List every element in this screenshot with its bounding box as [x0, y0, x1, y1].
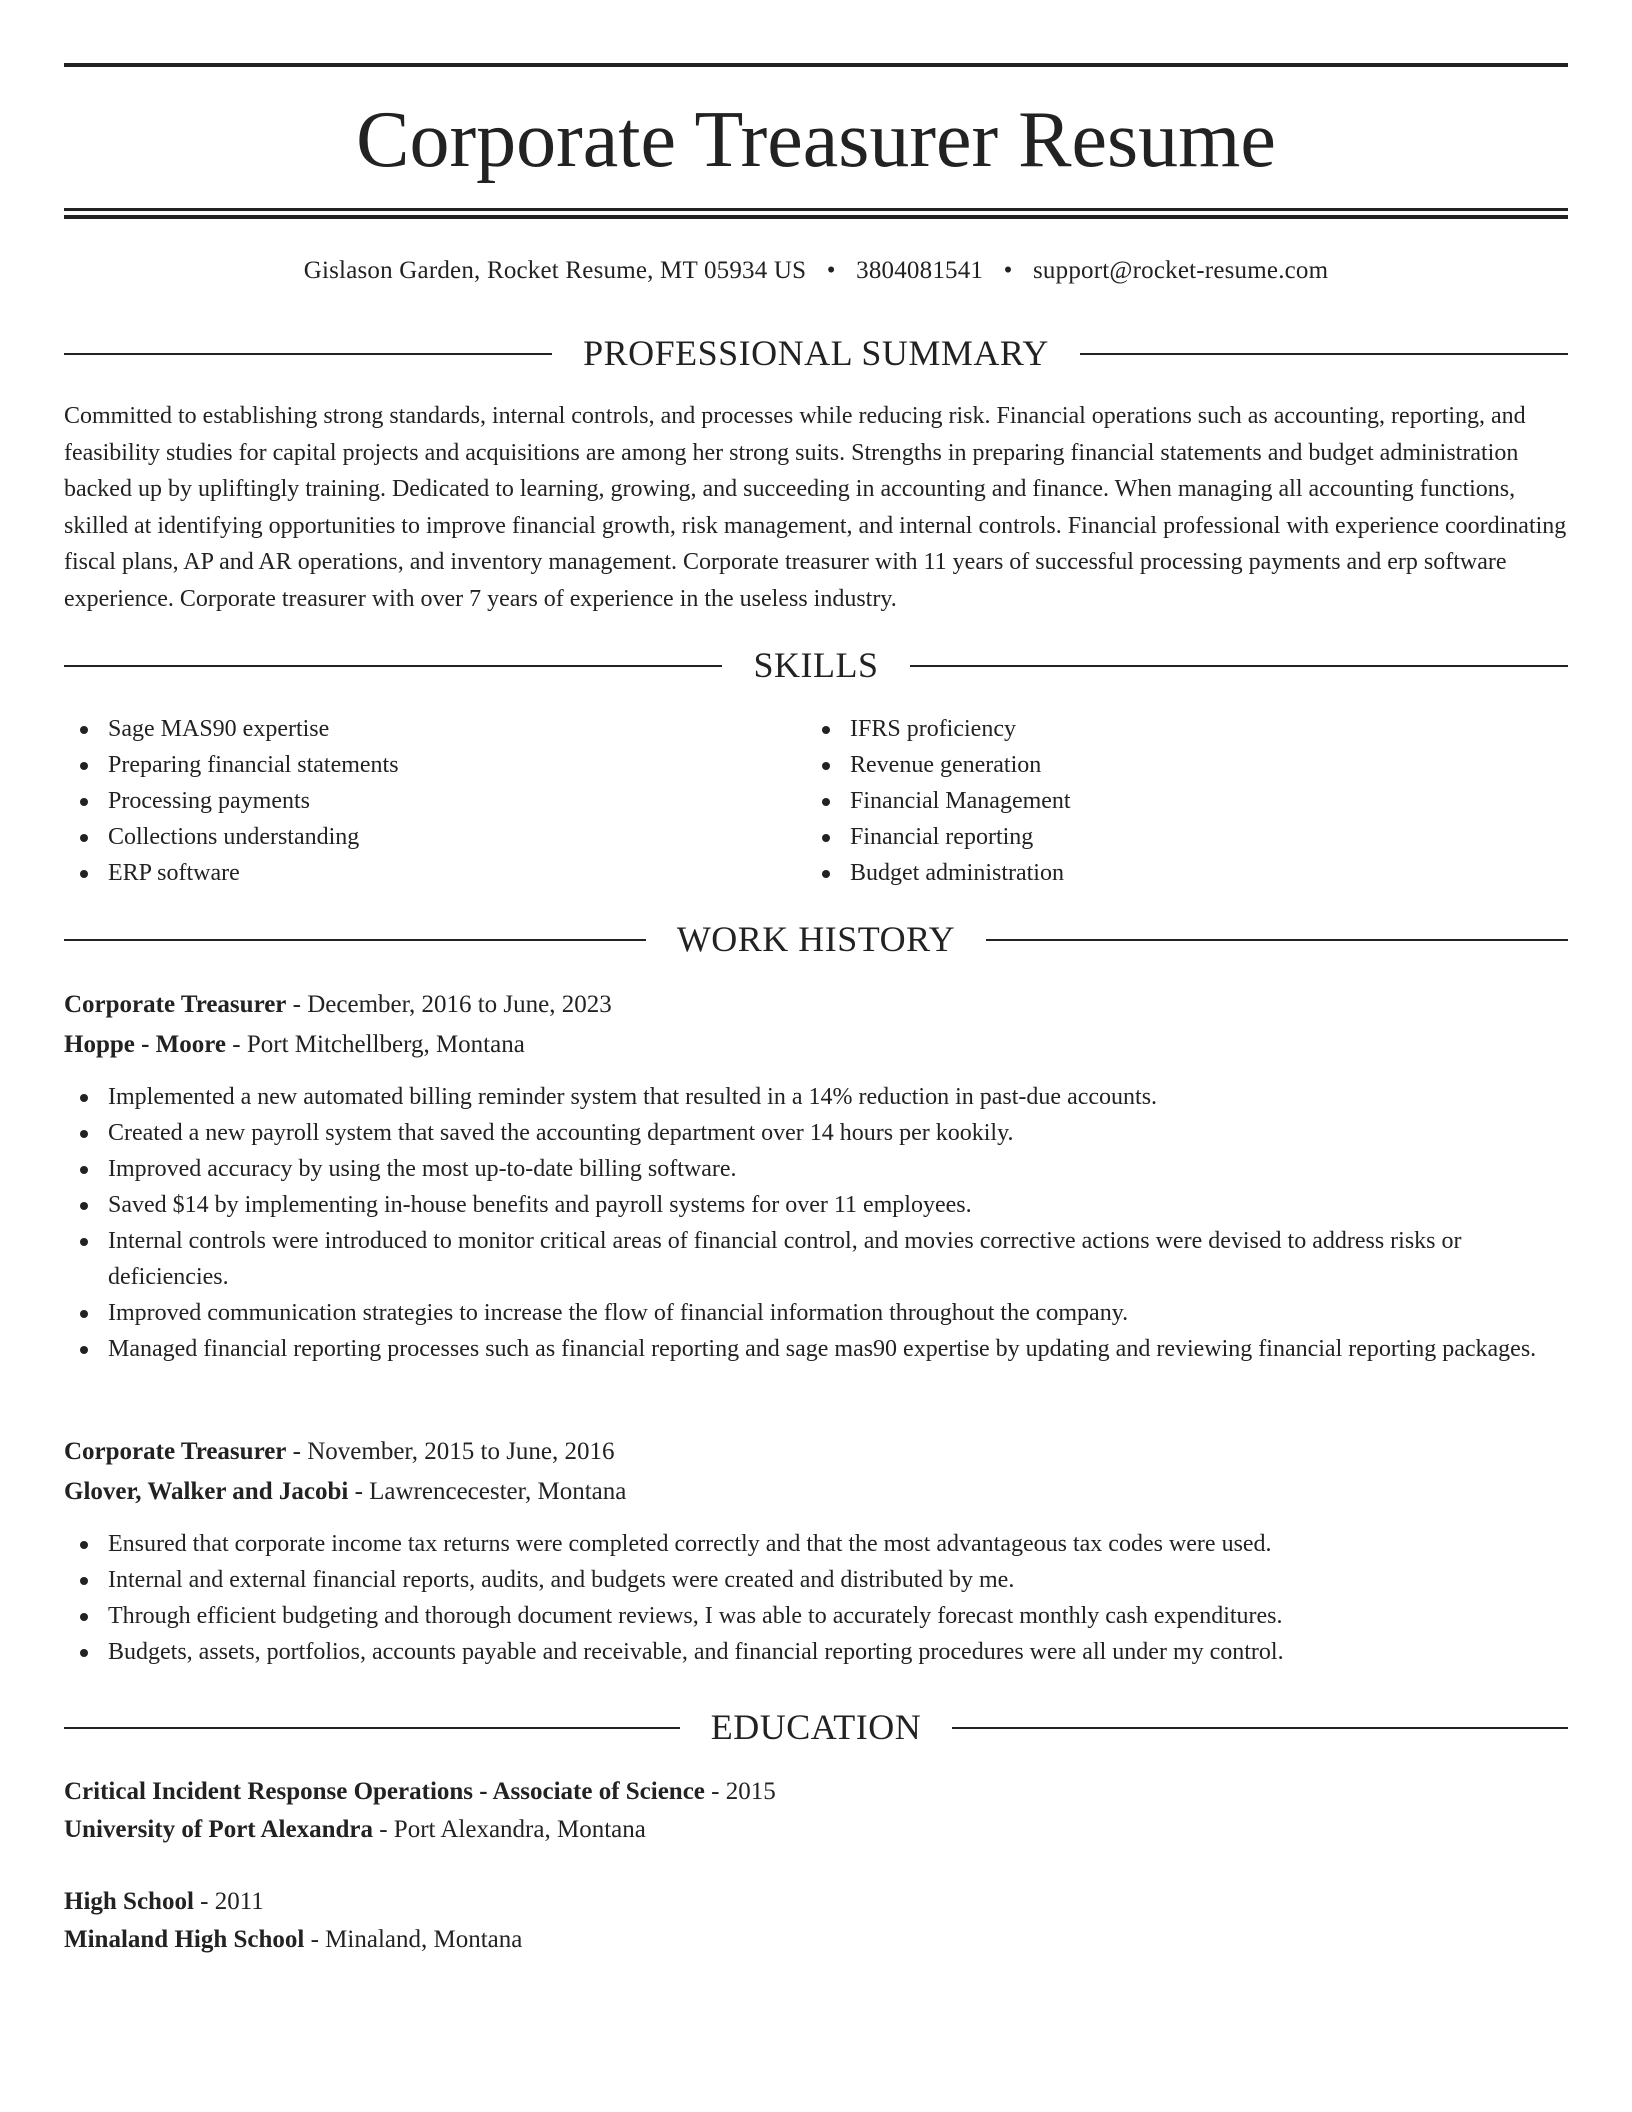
contact-email: support@rocket-resume.com: [1032, 257, 1329, 284]
skills-list-left: [64, 711, 804, 891]
job-bullets: [64, 1526, 1568, 1670]
education-heading-label: EDUCATION: [710, 1707, 922, 1747]
contact-address: Gislason Garden, Rocket Resume, MT 05934 US: [303, 257, 807, 284]
education-degree: Critical Incident Response Operations - Associate of Science: [64, 1778, 705, 1805]
job-dates: - November, 2015 to June, 2016: [286, 1438, 615, 1465]
skill-item: Financial Management: [806, 783, 1546, 819]
skill-item: Sage MAS90 expertise: [64, 711, 804, 747]
job-bullet: Managed financial reporting processes such as financial reporting and sage mas90 expertise by updating and reviewing financial reporting packages.: [64, 1331, 1568, 1367]
job-location: - Lawrencecester, Montana: [348, 1478, 627, 1505]
job-title: Corporate Treasurer: [64, 1438, 287, 1465]
work-heading: [64, 917, 1568, 961]
contact-separator: •: [826, 257, 836, 284]
contact-line: [64, 255, 1568, 287]
education-year: - 2011: [193, 1888, 264, 1915]
job-bullet: Budgets, assets, portfolios, accounts payable and receivable, and financial reporting procedures were all under my control.: [64, 1634, 1568, 1670]
skill-item: ERP software: [64, 855, 804, 891]
heading-rule-right: [952, 1727, 1568, 1729]
heading-rule-right: [986, 939, 1568, 941]
skill-item: IFRS proficiency: [806, 711, 1546, 747]
title-rule-lower: [64, 215, 1568, 219]
skill-item: Collections understanding: [64, 819, 804, 855]
job-bullet: Saved $14 by implementing in-house benefits and payroll systems for over 11 employees.: [64, 1187, 1568, 1223]
job-dates: - December, 2016 to June, 2023: [286, 991, 612, 1018]
job-bullet: Through efficient budgeting and thorough document reviews, I was able to accurately forecast monthly cash expenditures.: [64, 1598, 1568, 1634]
education-heading: [64, 1705, 1568, 1749]
education-degree-line: [64, 1882, 1568, 1922]
resume-title: Corporate Treasurer Resume: [356, 96, 1276, 184]
education-year: - 2015: [704, 1778, 776, 1805]
job-location: - Port Mitchellberg, Montana: [226, 1031, 525, 1058]
contact-separator: •: [1003, 257, 1013, 284]
education-school-line: [64, 1810, 1568, 1850]
job-bullets: [64, 1079, 1568, 1367]
top-rule: [64, 63, 1568, 67]
skills-heading-label: SKILLS: [753, 645, 879, 685]
job-bullet: Implemented a new automated billing reminder system that resulted in a 14% reduction in past-due accounts.: [64, 1079, 1568, 1115]
skills-heading: [64, 643, 1568, 687]
job-title-line: [64, 985, 1568, 1025]
title-rule-upper: [64, 208, 1568, 211]
job-company-line: [64, 1472, 1568, 1512]
education-location: - Minaland, Montana: [304, 1926, 523, 1953]
education-location: - Port Alexandra, Montana: [372, 1816, 646, 1843]
education-degree-line: [64, 1772, 1568, 1812]
skill-item: Revenue generation: [806, 747, 1546, 783]
skill-item: Preparing financial statements: [64, 747, 804, 783]
job-bullet: Improved accuracy by using the most up-to-date billing software.: [64, 1151, 1568, 1187]
summary-heading-label: PROFESSIONAL SUMMARY: [583, 333, 1049, 373]
job-bullet: Created a new payroll system that saved the accounting department over 14 hours per kookily.: [64, 1115, 1568, 1151]
education-degree: High School: [64, 1888, 194, 1915]
skill-item: Financial reporting: [806, 819, 1546, 855]
summary-heading: [64, 331, 1568, 375]
heading-rule-right: [1080, 353, 1568, 355]
education-school-line: [64, 1920, 1568, 1960]
job-bullet: Ensured that corporate income tax returns were completed correctly and that the most advantageous tax codes were used.: [64, 1526, 1568, 1562]
skills-list-right: [806, 711, 1546, 891]
job-bullet: Internal and external financial reports, audits, and budgets were created and distributed by me.: [64, 1562, 1568, 1598]
skill-item: Processing payments: [64, 783, 804, 819]
job-company-line: [64, 1025, 1568, 1065]
education-school: University of Port Alexandra: [64, 1816, 373, 1843]
job-bullet: Internal controls were introduced to monitor critical areas of financial control, and movies corrective actions were devised to address risks or deficiencies.: [64, 1223, 1568, 1295]
skill-item: Budget administration: [806, 855, 1546, 891]
job-company: Glover, Walker and Jacobi: [64, 1478, 349, 1505]
job-title-line: [64, 1432, 1568, 1472]
job-title: Corporate Treasurer: [64, 991, 287, 1018]
work-heading-label: WORK HISTORY: [676, 919, 956, 959]
education-school: Minaland High School: [64, 1926, 305, 1953]
job-company: Hoppe - Moore: [64, 1031, 227, 1058]
job-bullet: Improved communication strategies to increase the flow of financial information throughout the company.: [64, 1295, 1568, 1331]
heading-rule-right: [910, 665, 1568, 667]
summary-text: Committed to establishing strong standards, internal controls, and processes while reducing risk. Financial operations such as accounting, reporting, and feasibility studies for capital projects and acquisitions are among her strong suits. Strengths in preparing financial statements and budget administration backed up by upliftingly training. Dedicated to learning, growing, and succeeding in accounting and finance. When managing all accounting functions, skilled at identifying opportunities to improve financial growth, risk management, and internal controls. Financial professional with experience coordinating fiscal plans, AP and AR operations, and inventory management. Corporate treasurer with 11 years of successful processing payments and erp software experience. Corporate treasurer with over 7 years of experience in the useless industry.: [64, 403, 1567, 612]
contact-phone: 3804081541: [856, 257, 984, 284]
